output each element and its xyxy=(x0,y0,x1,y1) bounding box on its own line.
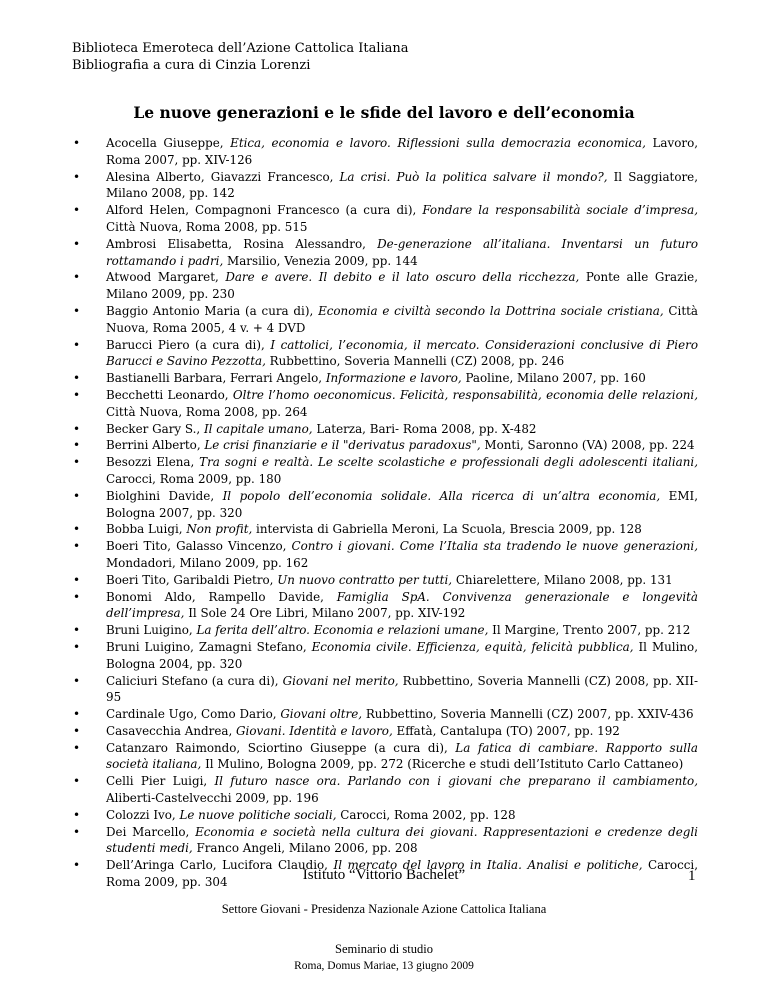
entry-author: Alesina Alberto, Giavazzi Francesco, xyxy=(106,169,340,184)
entry-publication: Il Mulino, Bologna 2009, pp. 272 (Ricerche e studi dell’Istituto Carlo Cattaneo) xyxy=(201,757,684,772)
bibliography-entry xyxy=(73,706,698,723)
footer-seminar: Seminario di studio xyxy=(335,942,433,956)
entry-author: Ambrosi Elisabetta, Rosina Alessandro, xyxy=(106,236,378,251)
bibliography-entry xyxy=(73,236,698,270)
entry-title: De-generazione all’italiana. Inventarsi un futuro rottamando i padri, xyxy=(106,236,698,268)
entry-title: Il popolo dell’economia solidale. Alla ricerca di un’altra economia, xyxy=(222,488,661,503)
entry-publication: Mondadori, Milano 2009, pp. 162 xyxy=(106,555,309,570)
entry-title: Dare e avere. Il debito e il lato oscuro della ricchezza, xyxy=(225,270,580,285)
entry-title: Oltre l’homo oeconomicus. Felicità, responsabilità, economia delle relazioni, xyxy=(232,387,699,402)
entry-author: Becker Gary S., xyxy=(106,421,204,436)
entry-author: Berrini Alberto, xyxy=(106,438,205,453)
entry-title: Tra sogni e realtà. Le scelte scolastiche e professionali degli adolescenti italiani, xyxy=(199,455,698,470)
bibliography-entry xyxy=(73,387,698,421)
entry-author: Cardinale Ugo, Como Dario, xyxy=(106,707,281,722)
bibliography-entry xyxy=(73,454,698,488)
entry-author: Dell’Aringa Carlo, Lucifora Claudio, xyxy=(106,858,334,873)
entry-title: Le nuove politiche sociali, xyxy=(179,807,337,822)
entry-author: Besozzi Elena, xyxy=(106,455,200,470)
page-title: Le nuove generazioni e le sfide del lavoro e dell’economia xyxy=(133,103,635,122)
entry-title: La fatica di cambiare. Rapporto sulla società italiana, xyxy=(106,740,698,772)
bibliography-entry xyxy=(73,421,698,438)
bibliography-entry xyxy=(73,723,698,740)
entry-title: Fondare la responsabilità sociale d’impresa, xyxy=(422,203,698,218)
entry-publication: Effatà, Cantalupa (TO) 2007, pp. 192 xyxy=(392,723,620,738)
entry-title: Il capitale umano, xyxy=(203,421,313,436)
entry-author: Bobba Luigi, xyxy=(106,522,187,537)
entry-publication: Franco Angeli, Milano 2006, pp. 208 xyxy=(192,841,418,856)
entry-title: Giovani nel merito, xyxy=(282,673,399,688)
bibliography-entry xyxy=(73,824,698,858)
entry-author: Casavecchia Andrea, xyxy=(106,723,237,738)
entry-publication: Città Nuova, Roma 2008, pp. 264 xyxy=(106,404,308,419)
bibliography-entry xyxy=(73,521,698,538)
entry-author: Becchetti Leonardo, xyxy=(106,387,233,402)
entry-publication: Laterza, Bari- Roma 2008, pp. X-482 xyxy=(312,421,537,436)
entry-title: Economia e società nella cultura dei giovani. Rappresentazioni e credenze degli studenti medi, xyxy=(106,824,698,856)
page-number: 1 xyxy=(688,868,696,884)
bibliography-entry xyxy=(73,269,698,303)
entry-author: Dei Marcello, xyxy=(106,824,196,839)
entry-title: Economia civile. Efficienza, equità, felicità pubblica, xyxy=(311,639,634,654)
bibliography-entry xyxy=(73,135,698,169)
entry-author: Atwood Margaret, xyxy=(106,270,226,285)
entry-publication: Rubbettino, Soveria Mannelli (CZ) 2008, pp. 246 xyxy=(265,354,565,369)
entry-publication: Monti, Saronno (VA) 2008, pp. 224 xyxy=(480,438,695,453)
entry-author: Catanzaro Raimondo, Sciortino Giuseppe (a cura di), xyxy=(106,740,456,755)
entry-title: Economia e civiltà secondo la Dottrina sociale cristiana, xyxy=(318,303,664,318)
entry-publication: intervista di Gabriella Meroni, La Scuola, Brescia 2009, pp. 128 xyxy=(252,522,642,537)
bibliography-list xyxy=(73,135,698,891)
bibliography-entry xyxy=(73,202,698,236)
entry-title: Il mercato del lavoro in Italia. Analisi e politiche, xyxy=(333,858,643,873)
entry-publication: Il Saggiatore, Milano 2008, pp. 142 xyxy=(106,169,698,201)
entry-author: Bruni Luigino, Zamagni Stefano, xyxy=(106,639,312,654)
entry-author: Caliciuri Stefano (a cura di), xyxy=(106,673,283,688)
entry-title: Un nuovo contratto per tutti, xyxy=(277,572,453,587)
entry-publication: Marsilio, Venezia 2009, pp. 144 xyxy=(223,253,418,268)
entry-title: Le crisi finanziarie e il "derivatus paradoxus", xyxy=(204,438,481,453)
bibliography-entry xyxy=(73,673,698,707)
entry-author: Bruni Luigino, xyxy=(106,623,197,638)
entry-author: Baggio Antonio Maria (a cura di), xyxy=(106,303,319,318)
header-curator: Bibliografia a cura di Cinzia Lorenzi xyxy=(72,58,311,73)
bibliography-entry xyxy=(73,740,698,774)
entry-author: Barucci Piero (a cura di), xyxy=(106,337,271,352)
entry-publication: Città Nuova, Roma 2005, 4 v. + 4 DVD xyxy=(106,303,698,335)
bibliography-entry xyxy=(73,807,698,824)
entry-author: Biolghini Davide, xyxy=(106,488,223,503)
entry-publication: Carocci, Roma 2009, pp. 304 xyxy=(106,858,698,890)
entry-author: Boeri Tito, Garibaldi Pietro, xyxy=(106,572,278,587)
entry-title: La ferita dell’altro. Economia e relazioni umane, xyxy=(196,623,489,638)
entry-title: Etica, economia e lavoro. Riflessioni sulla democrazia economica, xyxy=(230,136,646,150)
entry-title: La crisi. Può la politica salvare il mondo?, xyxy=(339,169,608,184)
entry-publication: Ponte alle Grazie, Milano 2009, pp. 230 xyxy=(106,270,698,302)
entry-author: Celli Pier Luigi, xyxy=(106,774,215,789)
entry-title: Contro i giovani. Come l’Italia sta tradendo le nuove generazioni, xyxy=(291,539,698,554)
footer-institute: Istituto “Vittorio Bachelet” xyxy=(302,867,466,883)
entry-author: Bonomi Aldo, Rampello Davide, xyxy=(106,589,337,604)
entry-author: Bastianelli Barbara, Ferrari Angelo, xyxy=(106,371,326,386)
entry-title: Giovani. Identità e lavoro, xyxy=(236,723,393,738)
entry-publication: Chiarelettere, Milano 2008, pp. 131 xyxy=(452,572,673,587)
entry-publication: Rubbettino, Soveria Mannelli (CZ) 2008, pp. XII-95 xyxy=(106,673,698,705)
bibliography-entry xyxy=(73,572,698,589)
entry-title: Informazione e lavoro, xyxy=(325,371,462,386)
entry-publication: Carocci, Roma 2009, pp. 180 xyxy=(106,471,282,486)
entry-title: Il futuro nasce ora. Parlando con i giovani che preparano il cambiamento, xyxy=(214,774,698,789)
entry-publication: Il Mulino, Bologna 2004, pp. 320 xyxy=(106,639,698,671)
document-header xyxy=(72,40,409,74)
bibliography-entry xyxy=(73,622,698,639)
entry-author: Colozzi Ivo, xyxy=(106,807,180,822)
bibliography-entry xyxy=(73,538,698,572)
footer-settore: Settore Giovani - Presidenza Nazionale Azione Cattolica Italiana xyxy=(221,902,547,916)
entry-author: Acocella Giuseppe, xyxy=(106,136,231,150)
bibliography-entry xyxy=(73,303,698,337)
entry-title: Non profit, xyxy=(186,522,253,537)
bibliography-entry xyxy=(73,169,698,203)
entry-publication: Il Sole 24 Ore Libri, Milano 2007, pp. XIV-192 xyxy=(184,606,466,621)
entry-publication: EMI, Bologna 2007, pp. 320 xyxy=(106,488,698,520)
entry-publication: Aliberti-Castelvecchi 2009, pp. 196 xyxy=(106,791,319,806)
bibliography-entry xyxy=(73,337,698,371)
entry-title: Famiglia SpA. Convivenza generazionale e longevità dell’impresa, xyxy=(106,589,698,621)
bibliography-entry xyxy=(73,773,698,807)
footer-place-date: Roma, Domus Mariae, 13 giugno 2009 xyxy=(294,960,474,972)
bibliography-entry xyxy=(73,639,698,673)
entry-publication: Carocci, Roma 2002, pp. 128 xyxy=(336,807,516,822)
entry-publication: Lavoro, Roma 2007, pp. XIV-126 xyxy=(106,136,699,167)
entry-publication: Città Nuova, Roma 2008, pp. 515 xyxy=(106,219,308,234)
bibliography-entry xyxy=(73,488,698,522)
entry-author: Alford Helen, Compagnoni Francesco (a cura di), xyxy=(106,203,423,218)
header-library: Biblioteca Emeroteca dell’Azione Cattolica Italiana xyxy=(72,41,409,56)
bibliography-entry xyxy=(73,589,698,623)
bibliography-entry xyxy=(73,437,698,454)
entry-publication: Rubbettino, Soveria Mannelli (CZ) 2007, pp. XXIV-436 xyxy=(362,707,694,722)
entry-title: I cattolici, l’economia, il mercato. Considerazioni conclusive di Piero Barucci e Savino Pezzotta, xyxy=(106,337,698,369)
entry-publication: Il Margine, Trento 2007, pp. 212 xyxy=(488,623,691,638)
bibliography-entry xyxy=(73,370,698,387)
entry-title: Giovani oltre, xyxy=(280,707,363,722)
entry-author: Boeri Tito, Galasso Vincenzo, xyxy=(106,539,292,554)
entry-publication: Paoline, Milano 2007, pp. 160 xyxy=(461,371,646,386)
